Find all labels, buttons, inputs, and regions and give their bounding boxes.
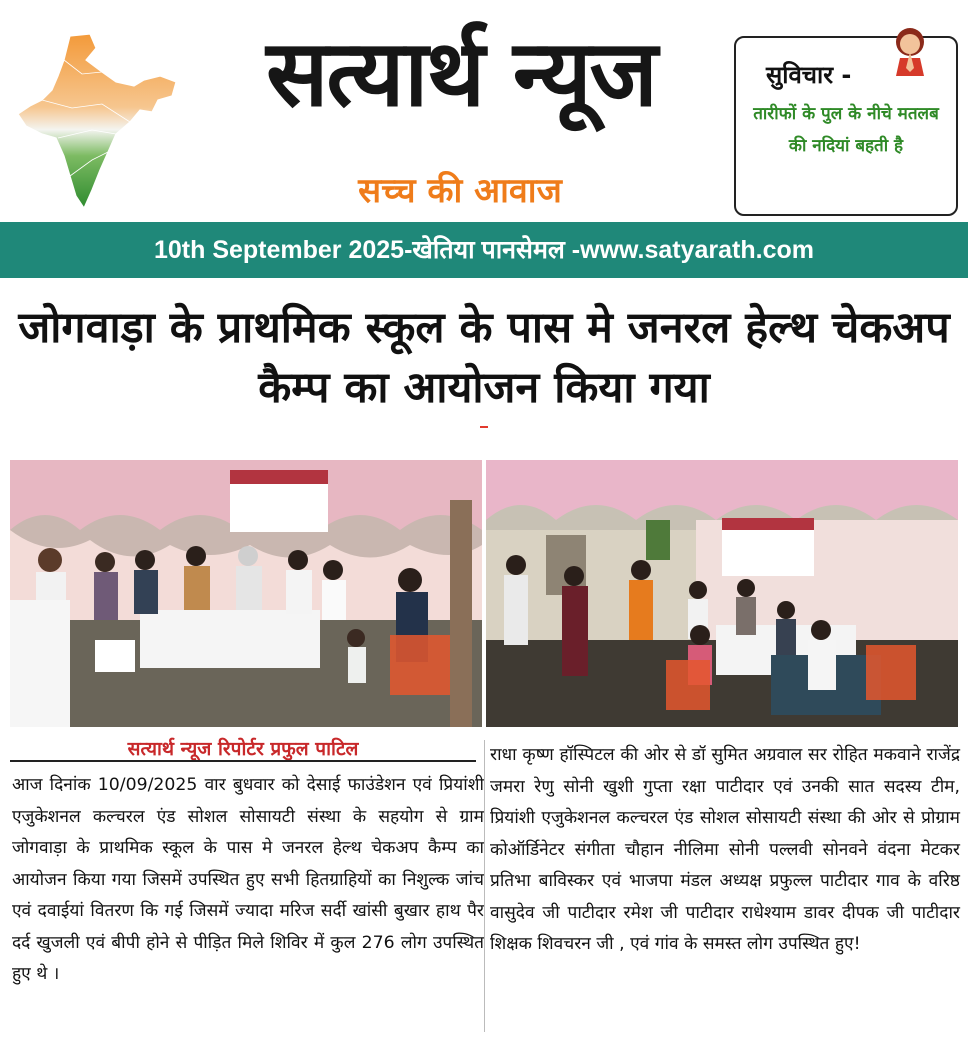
thought-box — [734, 36, 958, 216]
masthead-title: सत्यार्थ न्यूज — [266, 20, 656, 127]
headline: जोगवाड़ा के प्राथमिक स्कूल के पास मे जनरल हेल्थ चेकअप कैम्प का आयोजन किया गया — [18, 303, 950, 413]
india-map-icon — [12, 30, 187, 215]
article-column-right: राधा कृष्ण हॉस्पिटल की ओर से डॉ सुमित अग्रवाल सर रोहित मकवाने राजेंद्र जमरा रेणु सोनी खुशी गुप्ता रक्षा पाटीदार एवं उनकी सात सदस्य टीम, प्रियांशी एजुकेशनल कल्चरल एंड सोशल सोसायटी संस्था की ओर से प्रोग्राम कोऑर्डिनेटर संगीता चौहान नीलिमा सोनी पल्लवी सोनवने वंदना मेटकर प्रतिभा बाविस्कर एवं भाजपा मंडल अध्यक्ष प्रफुल्ल पाटीदार गाव के वरिष्ठ वासुदेव जी पाटीदार रमेश जी पाटीदार राधेश्याम डावर दीपक जी पाटीदार शिक्षक शिवचरन जी , एवं गांव के समस्त लोग उपस्थित हुए! — [490, 745, 960, 954]
masthead-tagline: सच्च की आवाज — [358, 171, 562, 211]
column-divider — [484, 740, 485, 1032]
byline-rule — [10, 760, 476, 762]
article-column-left: आज दिनांक 10/09/2025 वार बुधवार को देसाई फाउंडेशन एवं प्रियांशी एजुकेशनल कल्चरल एंड सोशल सोसायटी संस्था के सहयोग से ग्राम जोगवाड़ा के प्राथमिक स्कूल के पास मे जनरल हेल्थ चेकअप कैम्प का आयोजन किया गया जिसमें उपस्थित हुए सभी हितग्राहियों का निशुल्क जांच एवं दवाईयां वितरण कि गई जिसमें ज्यादा मरिज सर्दी खांसी बुखार हाथ पैर दर्द खुजली एवं बीपी होने से पीड़ित मिले शिविर में कुल 276 लोग उपस्थित हुए थे । — [12, 775, 484, 984]
camp-photo-left — [10, 460, 482, 727]
camp-photo-right — [486, 460, 958, 727]
masthead — [0, 0, 968, 222]
byline: सत्यार्थ न्यूज रिपोर्टर प्रफुल पाटिल — [127, 738, 359, 760]
headline-dash — [480, 426, 488, 428]
dateline-band: 10th September 2025-खेतिया पानसेमल -www.satyarath.com — [0, 222, 968, 278]
thought-text: तारीफों के पुल के नीचे मतलब की नदियां बहती है — [753, 104, 939, 156]
namaste-icon — [886, 22, 934, 76]
thought-heading: सुविचार - — [766, 61, 852, 89]
